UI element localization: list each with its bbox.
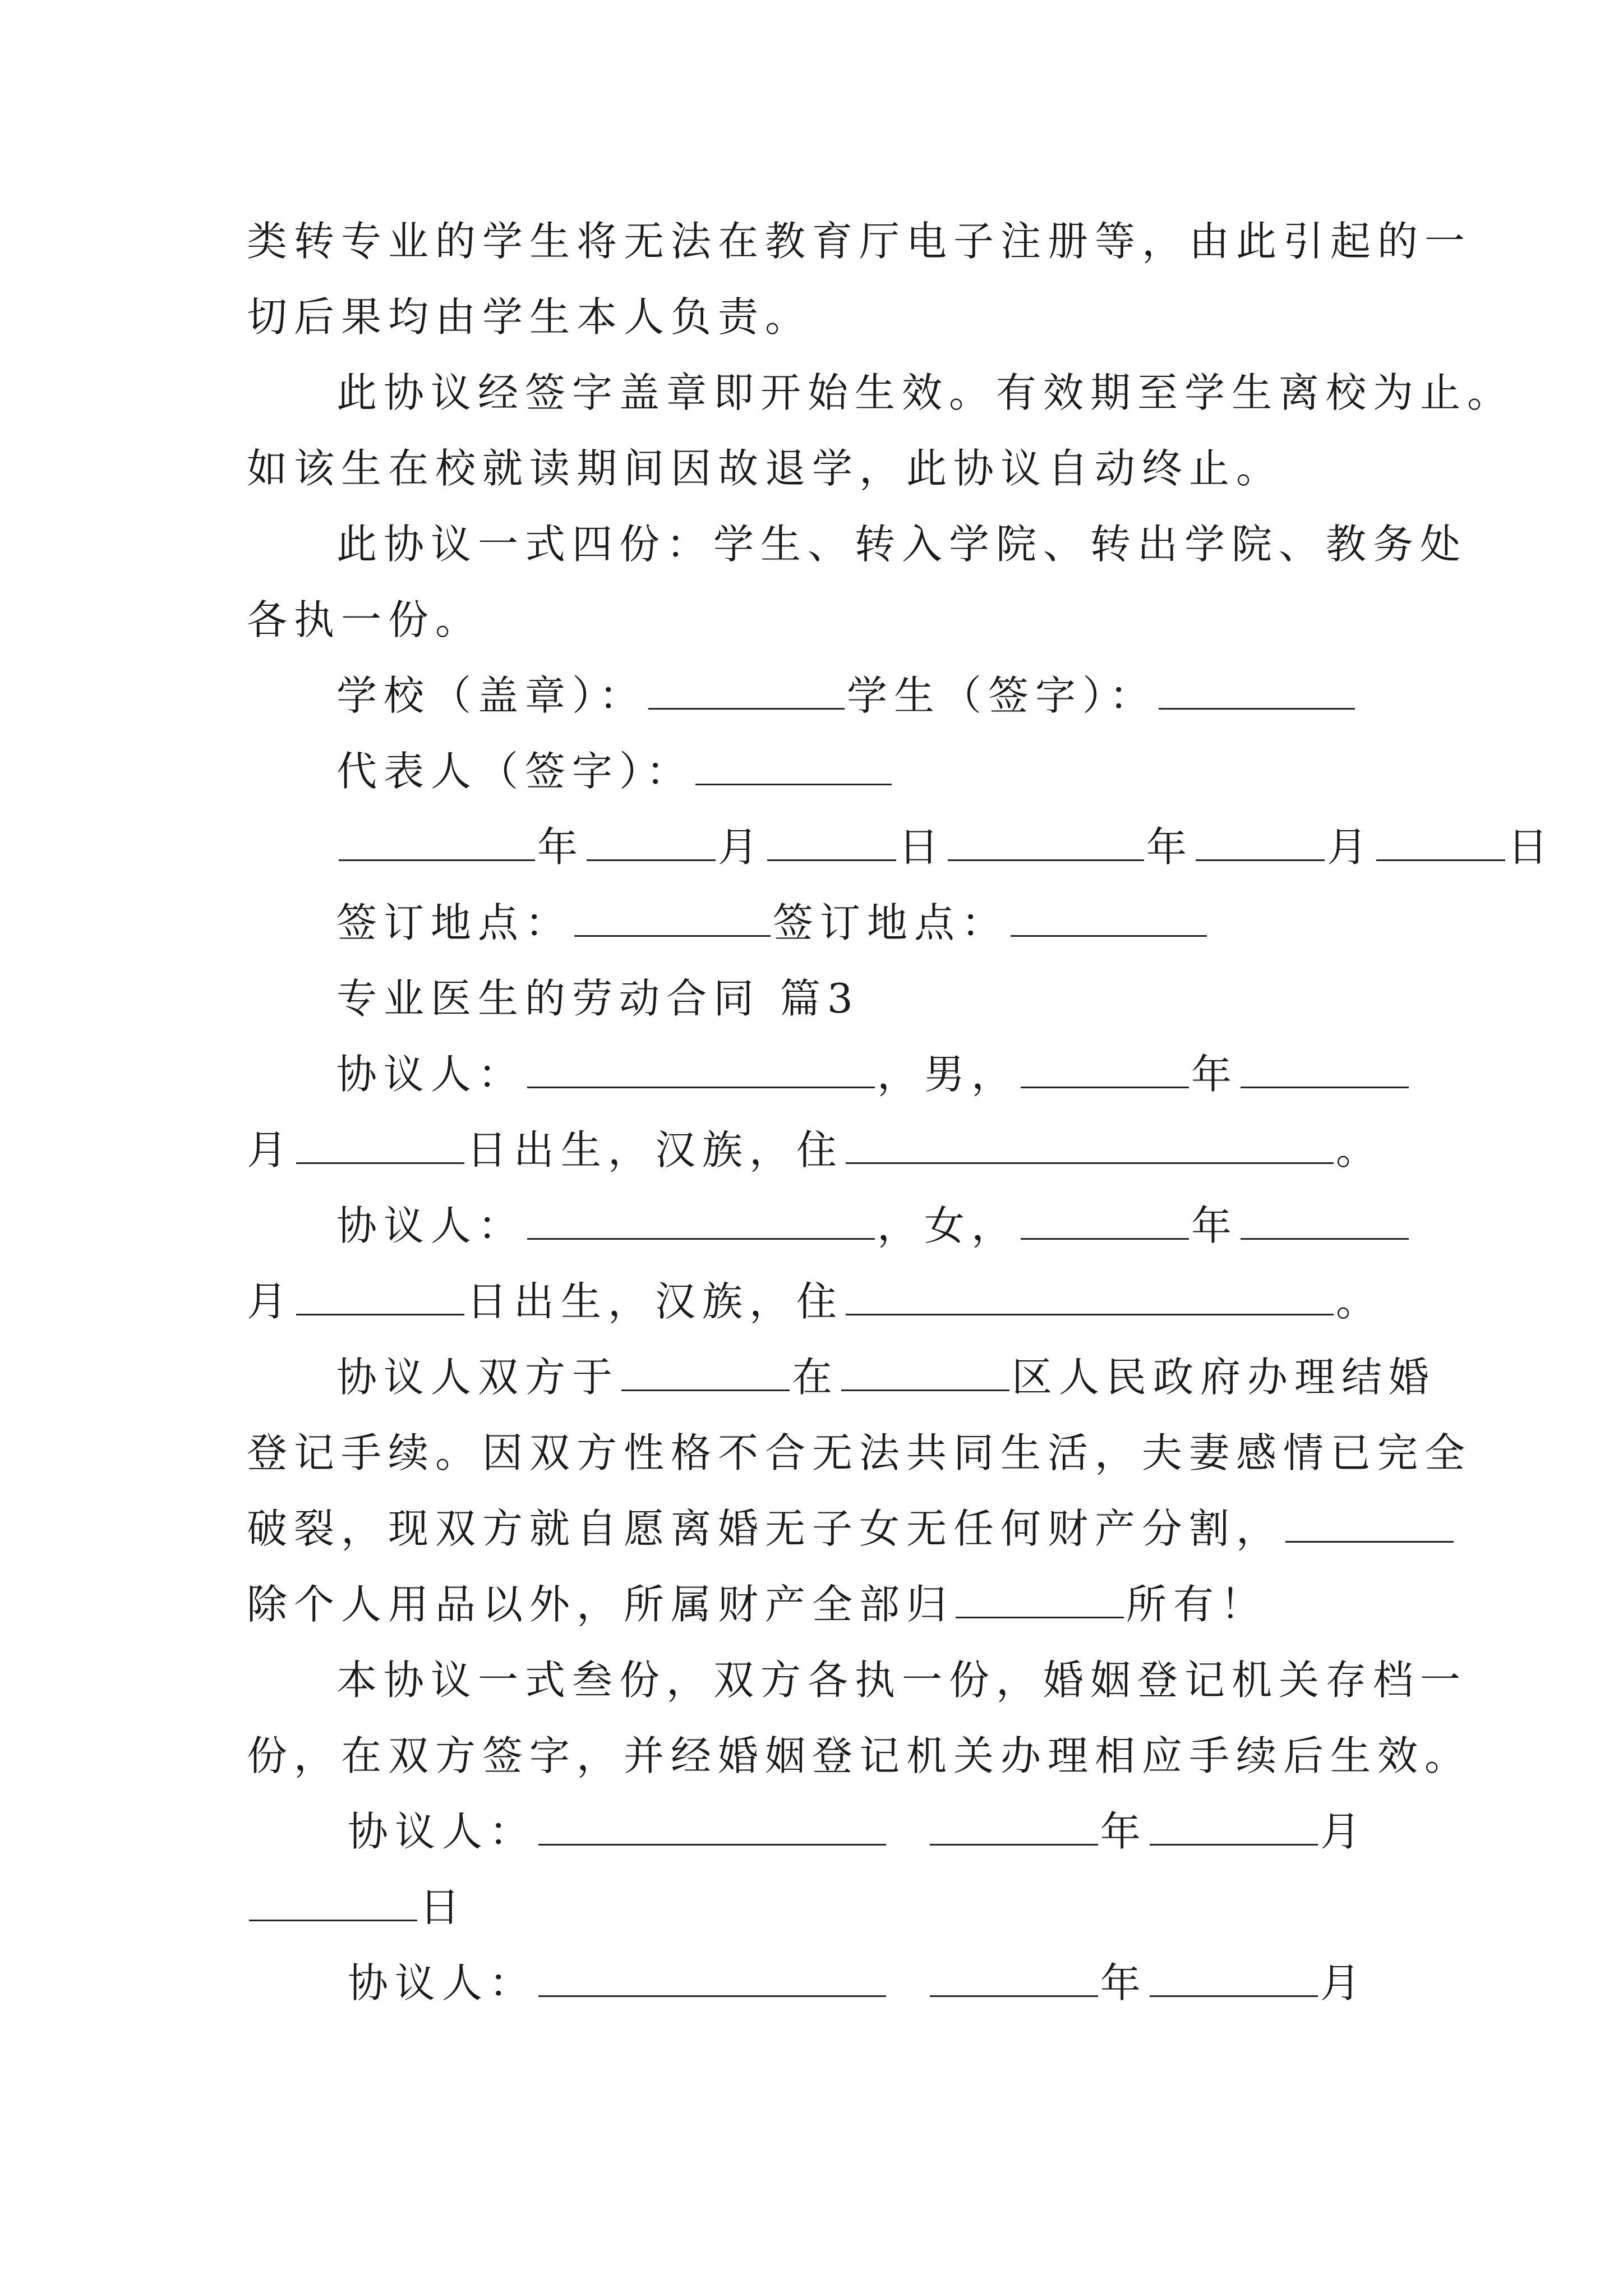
month-label: 月 bbox=[718, 823, 766, 871]
party-line bbox=[336, 1195, 1411, 1257]
paragraph-line: 如该生在校就读期间因故退学，此协议自动终止。 bbox=[247, 445, 1284, 492]
paragraph-text: 除个人用品以外，所属财产全部归 bbox=[247, 1581, 954, 1628]
year-blank[interactable] bbox=[339, 823, 535, 861]
signature-line-cont bbox=[247, 1876, 467, 1938]
party-line-cont bbox=[247, 1271, 1383, 1332]
paragraph-line: 登记手续。因双方性格不合无法共同生活，夫妻感情已完全 bbox=[247, 1429, 1472, 1476]
month-blank[interactable] bbox=[1196, 823, 1325, 861]
paragraph-line: 切后果均由学生本人负责。 bbox=[247, 293, 813, 341]
paragraph-text: 在 bbox=[792, 1354, 840, 1401]
date-blank[interactable] bbox=[621, 1353, 790, 1391]
sig-name-blank[interactable] bbox=[538, 1959, 886, 1997]
paragraph-line: 此协议经签字盖章即开始生效。有效期至学生离校为止。 bbox=[336, 369, 1515, 416]
year-label: 年 bbox=[1191, 1202, 1239, 1249]
day-label: 日 bbox=[898, 823, 946, 871]
date-line bbox=[336, 816, 1555, 878]
born-text: 日出生，汉族，住 bbox=[467, 1126, 844, 1174]
paragraph-text: 破裂，现双方就自愿离婚无子女无任何财产分割， bbox=[247, 1505, 1284, 1552]
paragraph-line: 类转专业的学生将无法在教育厅电子注册等，由此引起的一 bbox=[247, 218, 1472, 265]
paragraph-line bbox=[247, 1498, 1456, 1559]
year-label: 年 bbox=[1100, 1959, 1147, 2007]
school-seal-blank[interactable] bbox=[648, 671, 845, 710]
period-text: 。 bbox=[1336, 1278, 1384, 1325]
signature-line bbox=[348, 1952, 1367, 2014]
sig-label: 协议人： bbox=[348, 1808, 537, 1855]
place-blank[interactable] bbox=[1011, 899, 1207, 937]
signature-line-school bbox=[336, 665, 1357, 726]
paragraph-text: 协议人双方于 bbox=[336, 1354, 620, 1401]
party-line-cont bbox=[247, 1119, 1383, 1181]
day-blank[interactable] bbox=[767, 823, 896, 861]
day-blank[interactable] bbox=[249, 1883, 417, 1921]
year-label: 年 bbox=[1100, 1808, 1147, 1855]
year-label: 年 bbox=[1146, 823, 1194, 871]
party-label: 协议人： bbox=[336, 1202, 525, 1249]
year-blank[interactable] bbox=[1021, 1050, 1189, 1088]
paragraph-line: 本协议一式叁份，双方各执一份，婚姻登记机关存档一 bbox=[336, 1657, 1468, 1704]
month-blank[interactable] bbox=[1241, 1202, 1409, 1240]
year-blank[interactable] bbox=[1021, 1202, 1189, 1240]
rep-sign-label: 代表人（签字）： bbox=[336, 748, 694, 795]
gender-text: ，女， bbox=[877, 1202, 1019, 1249]
party-name-blank[interactable] bbox=[527, 1202, 875, 1240]
place-line bbox=[336, 892, 1209, 954]
period-text: 。 bbox=[1336, 1126, 1384, 1174]
student-sign-label: 学生（签字）： bbox=[847, 672, 1157, 719]
student-sign-blank[interactable] bbox=[1159, 671, 1355, 710]
month-label: 月 bbox=[247, 1126, 294, 1174]
sig-label: 协议人： bbox=[348, 1959, 537, 2007]
gender-text: ，男， bbox=[877, 1051, 1019, 1098]
section-title: 专业医生的劳动合同 篇3 bbox=[336, 975, 860, 1022]
property-blank[interactable] bbox=[1285, 1504, 1454, 1543]
month-label: 月 bbox=[1327, 823, 1375, 871]
day-blank[interactable] bbox=[1376, 823, 1505, 861]
party-label: 协议人： bbox=[336, 1051, 525, 1098]
year-label: 年 bbox=[1191, 1051, 1239, 1098]
place-label: 签订地点： bbox=[773, 899, 1009, 946]
paragraph-text: 所有！ bbox=[1126, 1581, 1268, 1628]
year-blank[interactable] bbox=[930, 1959, 1098, 1997]
day-blank[interactable] bbox=[296, 1126, 464, 1164]
party-line bbox=[336, 1043, 1411, 1105]
month-blank[interactable] bbox=[1241, 1050, 1409, 1088]
month-label: 月 bbox=[247, 1278, 294, 1325]
year-label: 年 bbox=[537, 823, 585, 871]
district-blank[interactable] bbox=[841, 1353, 1009, 1391]
place-label: 签订地点： bbox=[336, 899, 573, 946]
paragraph-line: 各执一份。 bbox=[247, 596, 483, 643]
paragraph-line bbox=[247, 1573, 1267, 1635]
party-name-blank[interactable] bbox=[527, 1050, 875, 1088]
sig-name-blank[interactable] bbox=[538, 1807, 886, 1846]
signature-line bbox=[348, 1801, 1367, 1862]
paragraph-line: 此协议一式四份：学生、转入学院、转出学院、教务处 bbox=[336, 521, 1468, 568]
address-blank[interactable] bbox=[846, 1126, 1334, 1164]
paragraph-line bbox=[336, 1346, 1436, 1408]
month-label: 月 bbox=[1320, 1959, 1367, 2007]
paragraph-text: 区人民政府办理结婚 bbox=[1012, 1354, 1436, 1401]
month-blank[interactable] bbox=[1150, 1807, 1318, 1846]
place-blank[interactable] bbox=[574, 899, 771, 937]
born-text: 日出生，汉族，住 bbox=[467, 1278, 844, 1325]
month-blank[interactable] bbox=[1150, 1959, 1318, 1997]
day-label: 日 bbox=[1507, 823, 1555, 871]
signature-line-rep bbox=[336, 740, 894, 802]
year-blank[interactable] bbox=[930, 1807, 1098, 1846]
month-label: 月 bbox=[1320, 1808, 1367, 1855]
day-label: 日 bbox=[419, 1884, 467, 1931]
school-seal-label: 学校（盖章）： bbox=[336, 672, 647, 719]
day-blank[interactable] bbox=[296, 1277, 464, 1315]
owner-blank[interactable] bbox=[956, 1580, 1124, 1618]
rep-sign-blank[interactable] bbox=[695, 747, 892, 785]
address-blank[interactable] bbox=[846, 1277, 1334, 1315]
year-blank[interactable] bbox=[948, 823, 1144, 861]
paragraph-line: 份，在双方签字，并经婚姻登记机关办理相应手续后生效。 bbox=[247, 1732, 1472, 1779]
month-blank[interactable] bbox=[587, 823, 716, 861]
